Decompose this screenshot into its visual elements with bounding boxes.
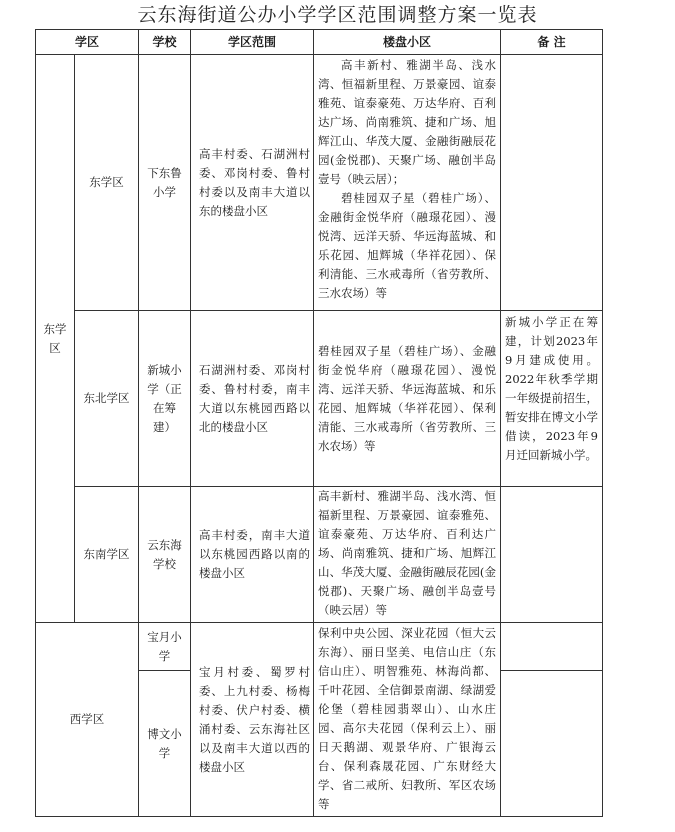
header-estates: 楼盘小区 <box>314 30 501 55</box>
header-row <box>36 30 603 55</box>
table-row <box>36 623 603 671</box>
range-cell: 石湖洲村委、邓岗村委、鲁村村委，南丰大道以东桃园西路以北的楼盘小区 <box>191 311 314 487</box>
range-cell: 高丰村委、石湖洲村委、邓岗村委、鲁村村委以及南丰大道以东的楼盘小区 <box>191 55 314 311</box>
note-cell <box>501 487 603 623</box>
school-cell: 新城小学（正在筹建） <box>139 311 191 487</box>
school-cell: 宝月小学 <box>139 623 191 671</box>
district-west: 西学区 <box>36 623 139 817</box>
note-cell <box>501 55 603 311</box>
estates-paragraph: 碧桂园双子星（碧桂广场）、金融街金悦华府（融璟花园）、漫悦湾、远洋天骄、华远海蓝城、和乐花园、旭辉城（华祥花园）、保利清能、三水戒毒所（省劳教所、三水农场）等 <box>318 343 496 453</box>
subdistrict-cell: 东学区 <box>75 55 139 311</box>
estates-paragraph: 高丰新村、雅湖半岛、浅水湾、恒福新里程、万景豪园、谊泰雅苑、谊泰豪苑、万达华府、百利达广场、尚南雅筑、捷和广场、旭辉江山、华茂大厦、金融街融辰花园(金悦郡)、天聚广场、融创半岛壹号（映云居）等 <box>318 489 496 617</box>
estates-paragraph: 高丰新村、雅湖半岛、浅水湾、恒福新里程、万景豪园、谊泰雅苑、谊泰豪苑、万达华府、百利达广场、尚南雅筑、捷和广场、旭辉江山、华茂大厦、金融街融辰花园(金悦郡)、天聚广场、融创半岛壹号（映云居）； <box>318 58 496 186</box>
district-east: 东学区 <box>36 55 75 623</box>
estates-cell: 保利中央公园、深业花园（恒大云东海）、丽日坚美、电信山庄（东信山庄）、明智雅苑、林海尚都、千叶花园、全信御景南湖、绿湖爱伦堡（碧桂园翡翠山）、山水庄园、高尔夫花园（保利云上）、丽日天鹅湖、观景华府、广银海云台、保利森晟花园、广东财经大学、省二戒所、妇教所、军区农场等 <box>314 623 501 817</box>
header-notes: 备 注 <box>501 30 603 55</box>
page-title: 云东海街道公办小学学区范围调整方案一览表 <box>137 4 538 26</box>
subdistrict-cell: 东北学区 <box>75 311 139 487</box>
table-row <box>36 487 603 623</box>
table-row <box>36 311 603 487</box>
header-school: 学校 <box>139 30 191 55</box>
note-cell <box>501 671 603 817</box>
estates-paragraph: 碧桂园双子星（碧桂广场）、金融街金悦华府（融璟花园）、漫悦湾、远洋天骄、华远海蓝城、和乐花园、旭辉城（华祥花园）、保利清能、三水戒毒所（省劳教所、三水农场）等 <box>318 191 496 300</box>
note-cell <box>501 623 603 671</box>
note-cell: 新城小学正在筹建，计划2023年9月建成使用。2022年秋季学期一年级提前招生，暂安排在博文小学借读，2023年9月迁回新城小学。 <box>501 311 603 487</box>
header-range: 学区范围 <box>191 30 314 55</box>
school-cell: 云东海学校 <box>139 487 191 623</box>
school-cell: 下东鲁小学 <box>139 55 191 311</box>
subdistrict-cell: 东南学区 <box>75 487 139 623</box>
estates-cell <box>314 55 501 311</box>
range-cell: 高丰村委，南丰大道以东桃园西路以南的楼盘小区 <box>191 487 314 623</box>
district-table <box>35 29 603 817</box>
school-cell: 博文小学 <box>139 671 191 817</box>
range-cell: 宝月村委、蜀罗村委、上九村委、杨梅村委、伏户村委、横涌村委、云东海社区以及南丰大道以西的楼盘小区 <box>191 623 314 817</box>
header-district: 学区 <box>36 30 139 55</box>
estates-cell <box>314 487 501 623</box>
table-row <box>36 55 603 311</box>
estates-cell <box>314 311 501 487</box>
